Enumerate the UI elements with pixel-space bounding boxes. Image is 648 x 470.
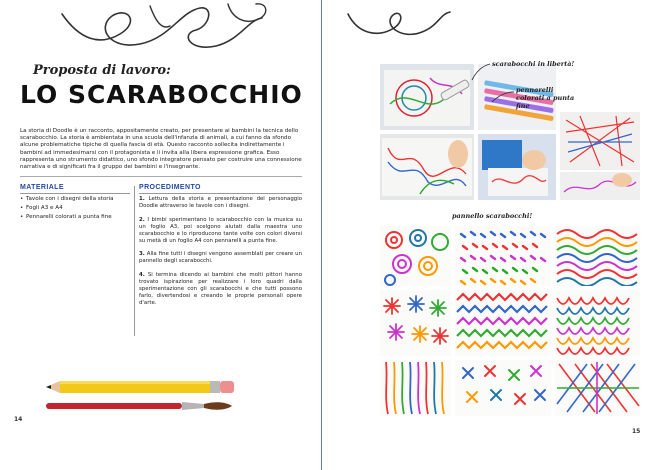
step	[139, 217, 302, 245]
scribble-tile	[455, 226, 551, 286]
divider	[20, 193, 130, 194]
scribble-tile	[380, 290, 451, 356]
scribble-tile	[455, 360, 551, 416]
right-page	[322, 0, 648, 470]
caption-panel: pannello scarabocchi!	[452, 212, 533, 220]
step-text: Alla fine tutti i disegni vengono assemblati per creare un pannello degli scarabocchi.	[139, 251, 302, 264]
list-item: • Fogli A3 e A4	[20, 205, 130, 212]
step	[139, 251, 302, 265]
step-number: 3.	[139, 251, 145, 257]
step	[139, 272, 302, 307]
scribble-tile	[555, 290, 640, 356]
step-number: 1.	[139, 196, 145, 202]
caption-pens: pennarelli colorati a punta fine	[516, 86, 575, 110]
page-title: LO SCARABOCCHIO	[20, 80, 303, 109]
step-number: 2.	[139, 216, 145, 223]
intro-text: La storia di Doodle è un racconto, appositamente creato, per presentare ai bambini la tecnica dello scarabocchio. La storia è ambientata in una scuola dell'infanzia di animali, a cui fanno da sfondo alcune problematiche tipiche di quella fascia di età. Questo racconto sollecita indirettamente i bambini ad immedesimarsi con il protagonista e li invita alla libera espressione grafica. Esso rappresenta uno strumento didattico, uno sfondo integratore pensato per costruire una connessione narrativa e di significati fra il gruppo dei bambini e l'insegnante.	[20, 128, 302, 171]
page-number: 14	[14, 416, 23, 423]
step-text: I bimbi sperimentano lo scarabocchio con la musica su un foglio A3, poi scelgono aiutati dalla maestra uno scarabocchio e lo riproducono tante volte con colori diversi su metà di un foglio A4 con pennarelli a punta fine.	[139, 216, 302, 244]
scribble-tile	[380, 226, 451, 286]
divider	[20, 176, 302, 177]
materials-heading: MATERIALE	[20, 184, 64, 191]
scribble-tile	[455, 290, 551, 356]
procedure-steps	[139, 196, 302, 313]
scribble-tile	[555, 226, 640, 286]
step	[139, 196, 302, 210]
step-text: Lettura della storia e presentazione del personaggio Doodle attraverso le tavole con i disegni.	[139, 196, 302, 209]
list-item: • Pennarelli colorati a punta fine	[20, 214, 130, 221]
step-number: 4.	[139, 271, 145, 278]
scribble-tile	[380, 360, 451, 416]
page-number: 15	[632, 428, 641, 435]
arrow-decoration	[322, 0, 648, 200]
yellow-pencil-icon	[44, 374, 244, 414]
column-divider	[134, 186, 135, 336]
left-page	[0, 0, 322, 470]
caption-free: scarabocchi in libertà!	[492, 60, 575, 68]
scribble-tile	[555, 360, 640, 416]
divider	[139, 193, 302, 194]
step-text: Si termina dicendo ai bambini che molti pittori hanno trovato ispirazione per realizzare i loro quadri dalla sperimentazione con gli scarabocchi e che tutti possono farlo, divertendosi e creando le proprie personali opere d'arte.	[139, 271, 302, 306]
kicker: Proposta di lavoro:	[33, 63, 171, 78]
list-item: • Tavole con i disegni della storia	[20, 196, 130, 203]
materials-list	[20, 196, 130, 222]
procedure-heading: PROCEDIMENTO	[139, 184, 201, 191]
